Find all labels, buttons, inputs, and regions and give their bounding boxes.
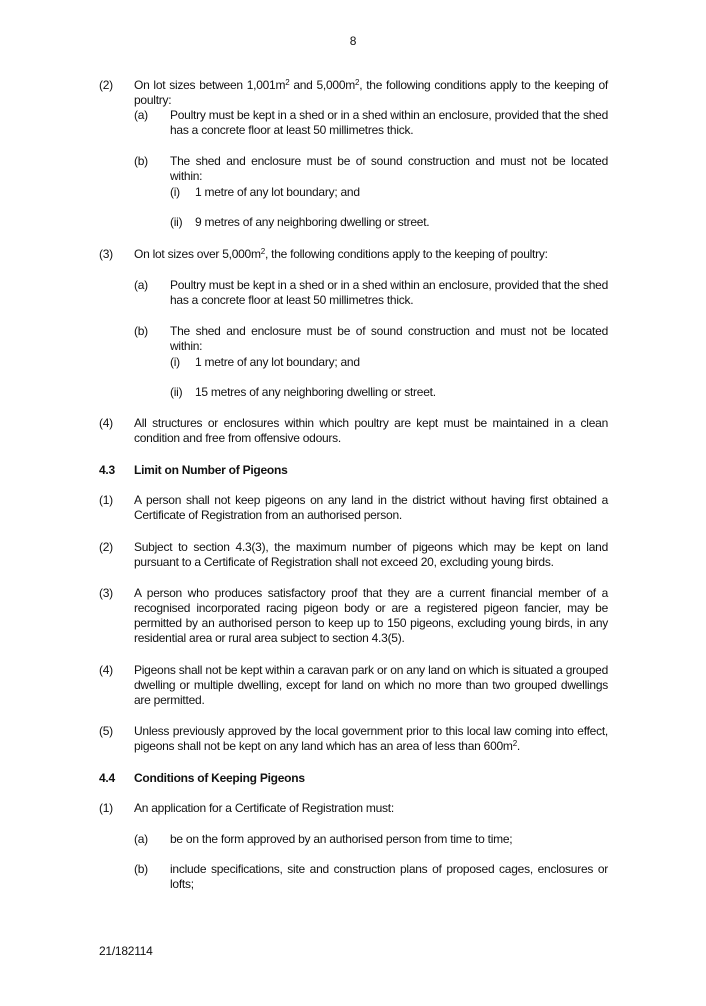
subclause-text: The shed and enclosure must be of sound construction and must not be located within: (170, 324, 608, 353)
item-marker: (i) (170, 185, 180, 199)
item-text: 15 metres of any neighboring dwelling or street. (195, 385, 436, 399)
section-title: Limit on Number of Pigeons (134, 463, 288, 477)
clause-text: Unless previously approved by the local government prior to this local law coming into effect, pigeons shall not be kept on any land which has an area of less than $600m^2$. (134, 724, 608, 753)
clause-marker: (4) (99, 663, 113, 677)
clause-text: On lot sizes between $1,001m^2$ and $5,000m^2$, the following conditions apply to the keeping of poultry: (134, 78, 608, 107)
clause-marker: (3) (99, 247, 113, 261)
clause-text: On lot sizes over $5,000m^2$, the following conditions apply to the keeping of poultry: (134, 247, 548, 261)
subclause-marker: (a) (134, 108, 148, 122)
subclause-marker: (b) (134, 862, 148, 876)
subclause-marker: (b) (134, 154, 148, 168)
section-number: 4.4 (99, 771, 115, 785)
subclause-marker: (b) (134, 324, 148, 338)
clause-marker: (3) (99, 586, 113, 600)
item-marker: (ii) (170, 215, 183, 229)
item-marker: (i) (170, 355, 180, 369)
clause-marker: (2) (99, 540, 113, 554)
subclause-marker: (a) (134, 832, 148, 846)
page-number: 8 (349, 34, 357, 48)
subclause-marker: (a) (134, 278, 148, 292)
item-text: 1 metre of any lot boundary; and (195, 185, 360, 199)
subclause-text: include specifications, site and construction plans of proposed cages, enclosures or lofts; (170, 862, 608, 891)
footer-reference: 21/182114 (99, 944, 153, 958)
clause-text: Subject to section 4.3(3), the maximum number of pigeons which may be kept on land pursuant to a Certificate of Registration shall not exceed 20, excluding young birds. (134, 540, 608, 569)
clause-text: All structures or enclosures within which poultry are kept must be maintained in a clean condition and free from offensive odours. (134, 416, 608, 445)
clause-text: Pigeons shall not be kept within a caravan park or on any land on which is situated a grouped dwelling or multiple dwelling, except for land on which no more than two grouped dwellings are permitted. (134, 663, 608, 707)
clause-marker: (1) (99, 493, 113, 507)
clause-text: A person shall not keep pigeons on any land in the district without having first obtained a Certificate of Registration from an authorised person. (134, 493, 608, 522)
subclause-text: Poultry must be kept in a shed or in a shed within an enclosure, provided that the shed has a concrete floor at least 50 millimetres thick. (170, 108, 608, 137)
section-title: Conditions of Keeping Pigeons (134, 771, 305, 785)
clause-text: An application for a Certificate of Registration must: (134, 801, 394, 815)
clause-marker: (1) (99, 801, 113, 815)
clause-text: A person who produces satisfactory proof that they are a current financial member of a recognised incorporated racing pigeon body or are a registered pigeon fancier, may be permitted by an authorised person to keep up to 150 pigeons, excluding young birds, in any residential area or rural area subject to section 4.3(5). (134, 586, 608, 645)
clause-marker: (2) (99, 78, 113, 92)
item-marker: (ii) (170, 385, 183, 399)
subclause-text: The shed and enclosure must be of sound construction and must not be located within: (170, 154, 608, 183)
subclause-text: be on the form approved by an authorised person from time to time; (170, 832, 513, 846)
item-text: 9 metres of any neighboring dwelling or street. (195, 215, 430, 229)
subclause-text: Poultry must be kept in a shed or in a shed within an enclosure, provided that the shed has a concrete floor at least 50 millimetres thick. (170, 278, 608, 307)
section-number: 4.3 (99, 463, 115, 477)
clause-marker: (4) (99, 416, 113, 430)
item-text: 1 metre of any lot boundary; and (195, 355, 360, 369)
clause-marker: (5) (99, 724, 113, 738)
